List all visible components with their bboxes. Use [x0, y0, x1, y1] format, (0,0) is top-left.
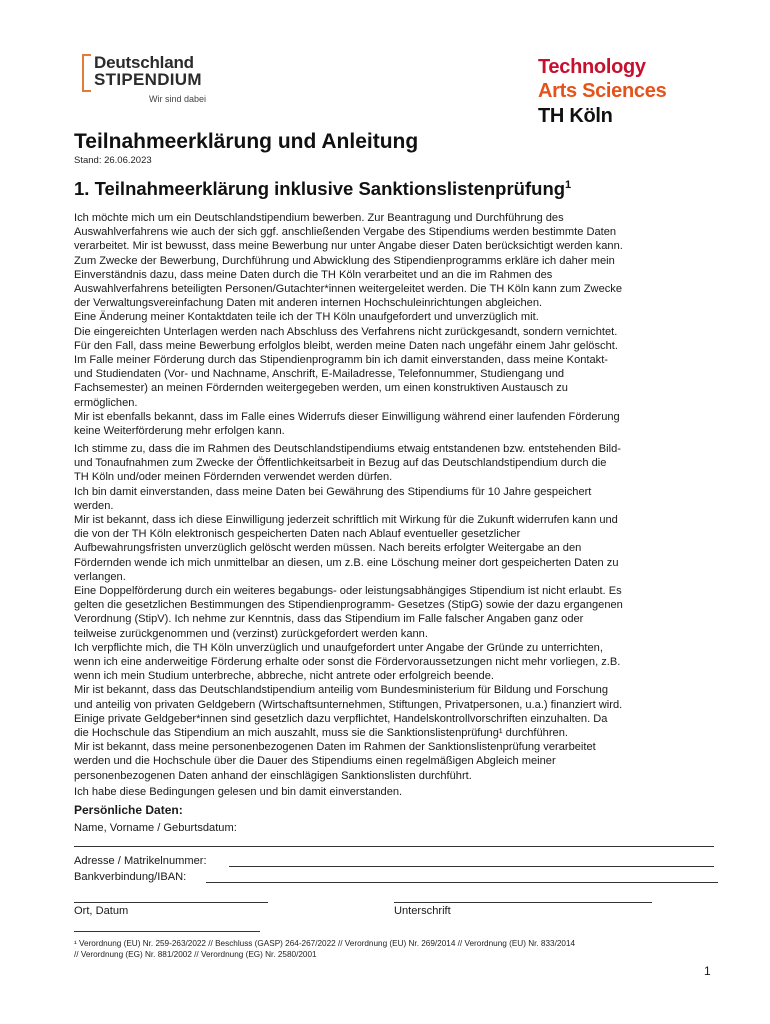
paragraph2-line: und Tonaufnahmen zum Zwecke der Öffentlichkeitsarbeit in Bezug auf das Deutschlandstipendium durch die	[74, 457, 607, 470]
section-heading	[74, 178, 571, 200]
th-logo-line2: Arts Sciences	[538, 80, 667, 102]
paragraph1-line: verarbeitet. Mir ist bewusst, dass meine Bewerbung nur unter Angabe dieser Daten berücksichtigt werden kann.	[74, 240, 623, 253]
paragraph2-line: teilweise zurückgenommen und (verzinst) zurückgefordert werden kann.	[74, 627, 428, 640]
paragraph2-line: die Hochschule das Stipendium an mich auszahlt, muss sie die Sanktionslistenprüfung¹ durchführen.	[74, 727, 568, 740]
iban-fill-line[interactable]	[206, 882, 718, 883]
paragraph2-line: verlangen.	[74, 570, 126, 583]
paragraph1-line: Eine Änderung meiner Kontaktdaten teile ich der TH Köln unaufgefordert und unverzüglich mit.	[74, 311, 539, 324]
paragraph-agreement	[74, 785, 714, 799]
logo-tagline: Wir sind dabei	[149, 94, 207, 104]
paragraph2-line: Mir ist bekannt, dass meine personenbezogenen Daten im Rahmen der Sanktionslistenprüfung verarbeitet	[74, 741, 596, 754]
th-logo-line1: Technology	[538, 56, 646, 78]
paragraph1-line: Für den Fall, dass meine Bewerbung erfolglos bleibt, werden meine Daten nach ungefähr einem Jahr gelöscht.	[74, 339, 618, 352]
agreement-text: Ich habe diese Bedingungen gelesen und bin damit einverstanden.	[74, 786, 403, 798]
name-fill-line[interactable]	[74, 846, 714, 847]
footnote-line: ¹ Verordnung (EU) Nr. 259-263/2022 // Beschluss (GASP) 264-267/2022 // Verordnung (EU) Nr. 269/2014 // Verordnung (EU) Nr. 833/2014	[74, 939, 576, 948]
footnote-marker: 1	[565, 178, 572, 191]
address-fill-line[interactable]	[229, 866, 714, 867]
paragraph2-line: Fördernden wende ich mich unmittelbar an diesen, um z.B. eine Löschung meiner dort gespeicherten Daten zu	[74, 556, 619, 569]
paragraph1-line: keine Weiterförderung mehr erfolgen kann.	[74, 425, 285, 438]
paragraph2-line: Ich verpflichte mich, die TH Köln unverzüglich und unaufgefordert unter Angabe der Gründe zu unterrichten,	[74, 641, 603, 654]
paragraph1-line: Zum Zwecke der Bewerbung, Durchführung und Abwicklung des Stipendienprogramms erkläre ich daher mein	[74, 254, 615, 267]
paragraph2-line: Eine Doppelförderung durch ein weiteres begabungs- oder leistungsabhängiges Stipendium ist nicht erlaubt. Es	[74, 585, 622, 598]
personal-data-heading: Persönliche Daten:	[74, 803, 183, 817]
section-heading-text: 1. Teilnahmeerklärung inklusive Sanktionslistenprüfung	[74, 178, 566, 199]
paragraph2-line: Ich bin damit einverstanden, dass meine Daten bei Gewährung des Stipendiums für 10 Jahre gespeichert	[74, 485, 592, 498]
page-number: 1	[704, 964, 711, 978]
paragraph1-line: Fachsemester) an meinen Fördernden weitergegeben werden, um einen konstruktiven Austausch zu	[74, 382, 568, 395]
paragraph1-line: Mir ist ebenfalls bekannt, dass im Falle eines Widerrufs dieser Einwilligung während einer laufenden Förderung	[74, 410, 620, 423]
paragraph1-line: Auswahlverfahrens beteiligten Personen/Gutachter*innen weitergeleitet werden. Die TH Köln kann zum Zwecke	[74, 283, 622, 296]
paragraph2-line: werden und die Hochschule über die Dauer des Stipendiums einen regelmäßigen Abgleich meiner	[74, 755, 556, 768]
paragraph1-line: Die eingereichten Unterlagen werden nach Abschluss des Verfahrens nicht zurückgesandt, sondern vernichtet.	[74, 325, 618, 338]
paragraph2-line: wenn ich eine anderweitige Förderung erhalte oder sonst die Fördervoraussetzungen nicht mehr vorliegen, z.B.	[74, 656, 621, 669]
paragraph2-line: Aufbewahrungsfristen unverzüglich gelöscht werden müssen. Nach bereits erfolgter Weitergabe an den	[74, 542, 582, 555]
paragraph2-line: Einige private Geldgeber*innen sind gesetzlich dazu verpflichtet, Handelskontrollvorschriften einzuhalten. Da	[74, 712, 608, 725]
stand-date: Stand: 26.06.2023	[74, 155, 152, 166]
paragraph1-line: Ich möchte mich um ein Deutschlandstipendium bewerben. Zur Beantragung und Durchführung des	[74, 212, 564, 224]
paragraph2-line: Verordnung (StipV). Ich nehme zur Kenntnis, dass das Stipendium im Falle falscher Angaben ganz oder	[74, 613, 584, 626]
paragraph2-line: TH Köln und/oder meinen Fördernden verwendet werden dürfen.	[74, 471, 393, 484]
logo-bracket-shape	[82, 54, 91, 92]
paragraph1-line: Einverständnis dazu, dass meine Daten durch die TH Köln verarbeitet und an die im Rahmen des	[74, 268, 553, 281]
logo-text-line1: Deutschland	[94, 53, 194, 72]
paragraph1-line: und Studiendaten (Vor- und Nachname, Anschrift, E-Mailadresse, Telefonnummer, Studiengang und	[74, 368, 565, 381]
paragraph2-line: gelten die gesetzlichen Bestimmungen des Stipendienprogramm- Gesetzes (StipG) sowie der dazu ergangenen	[74, 599, 623, 612]
signature-label: Unterschrift	[394, 905, 451, 917]
th-koeln-logo	[538, 56, 678, 132]
page-title: Teilnahmeerklärung und Anleitung	[74, 130, 419, 153]
name-label: Name, Vorname / Geburtsdatum:	[74, 822, 237, 834]
paragraph1-line: der Verwaltungsvereinfachung Daten mit anderen internen Hochschuleinrichtungen abgleichen.	[74, 297, 543, 310]
paragraph2-line: Mir ist bekannt, dass ich diese Einwilligung jederzeit schriftlich mit Wirkung für die Zukunft widerrufen kann und	[74, 514, 618, 527]
paragraph2-line: Mir ist bekannt, dass das Deutschlandstipendium anteilig vom Bundesministerium für Bildung und Forschung	[74, 684, 609, 697]
footnote-separator	[74, 931, 260, 932]
paragraph-consent-media	[74, 442, 714, 783]
place-date-fill-line[interactable]	[74, 902, 268, 903]
paragraph1-line: ermöglichen.	[74, 396, 138, 409]
th-logo-line3: TH Köln	[538, 105, 613, 127]
paragraph2-line: Ich stimme zu, dass die im Rahmen des Deutschlandstipendiums etwaig entstandenen bzw. entstehenden Bild-	[74, 443, 621, 455]
deutschland-stipendium-logo	[82, 54, 232, 110]
footnote	[74, 938, 724, 960]
bank-label: Bankverbindung/IBAN:	[74, 871, 187, 883]
logo-text-line2: STIPENDIUM	[94, 70, 202, 89]
footnote-line: // Verordnung (EG) Nr. 881/2002 // Verordnung (EG) Nr. 2580/2001	[74, 950, 317, 959]
paragraph2-line: und anteilig von privaten Geldgebern (Wirtschaftsunternehmen, Stiftungen, Privatpersonen, u.a.) finanziert wird.	[74, 698, 623, 711]
paragraph1-line: Auswahlverfahrens wie auch der sich ggf. anschließenden Vergabe des Stipendiums werden bestimmte Daten	[74, 226, 617, 239]
paragraph2-line: wenn ich mein Studium unterbreche, abbreche, nicht antrete oder erfolgreich beende.	[74, 670, 494, 683]
address-label: Adresse / Matrikelnummer:	[74, 855, 207, 867]
paragraph-consent-data	[74, 211, 714, 438]
paragraph2-line: werden.	[74, 499, 114, 512]
paragraph2-line: die von der TH Köln elektronisch gespeicherten Daten nach Ablauf eventueller gesetzlicher	[74, 528, 521, 541]
signature-fill-line[interactable]	[394, 902, 652, 903]
paragraph1-line: Im Falle meiner Förderung durch das Stipendienprogramm bin ich damit einverstanden, dass meine Kontakt-	[74, 354, 609, 367]
paragraph2-line: personenbezogenen Daten anhand der einschlägigen Sanktionslisten durchführt.	[74, 769, 472, 782]
place-date-label: Ort, Datum	[74, 905, 129, 917]
